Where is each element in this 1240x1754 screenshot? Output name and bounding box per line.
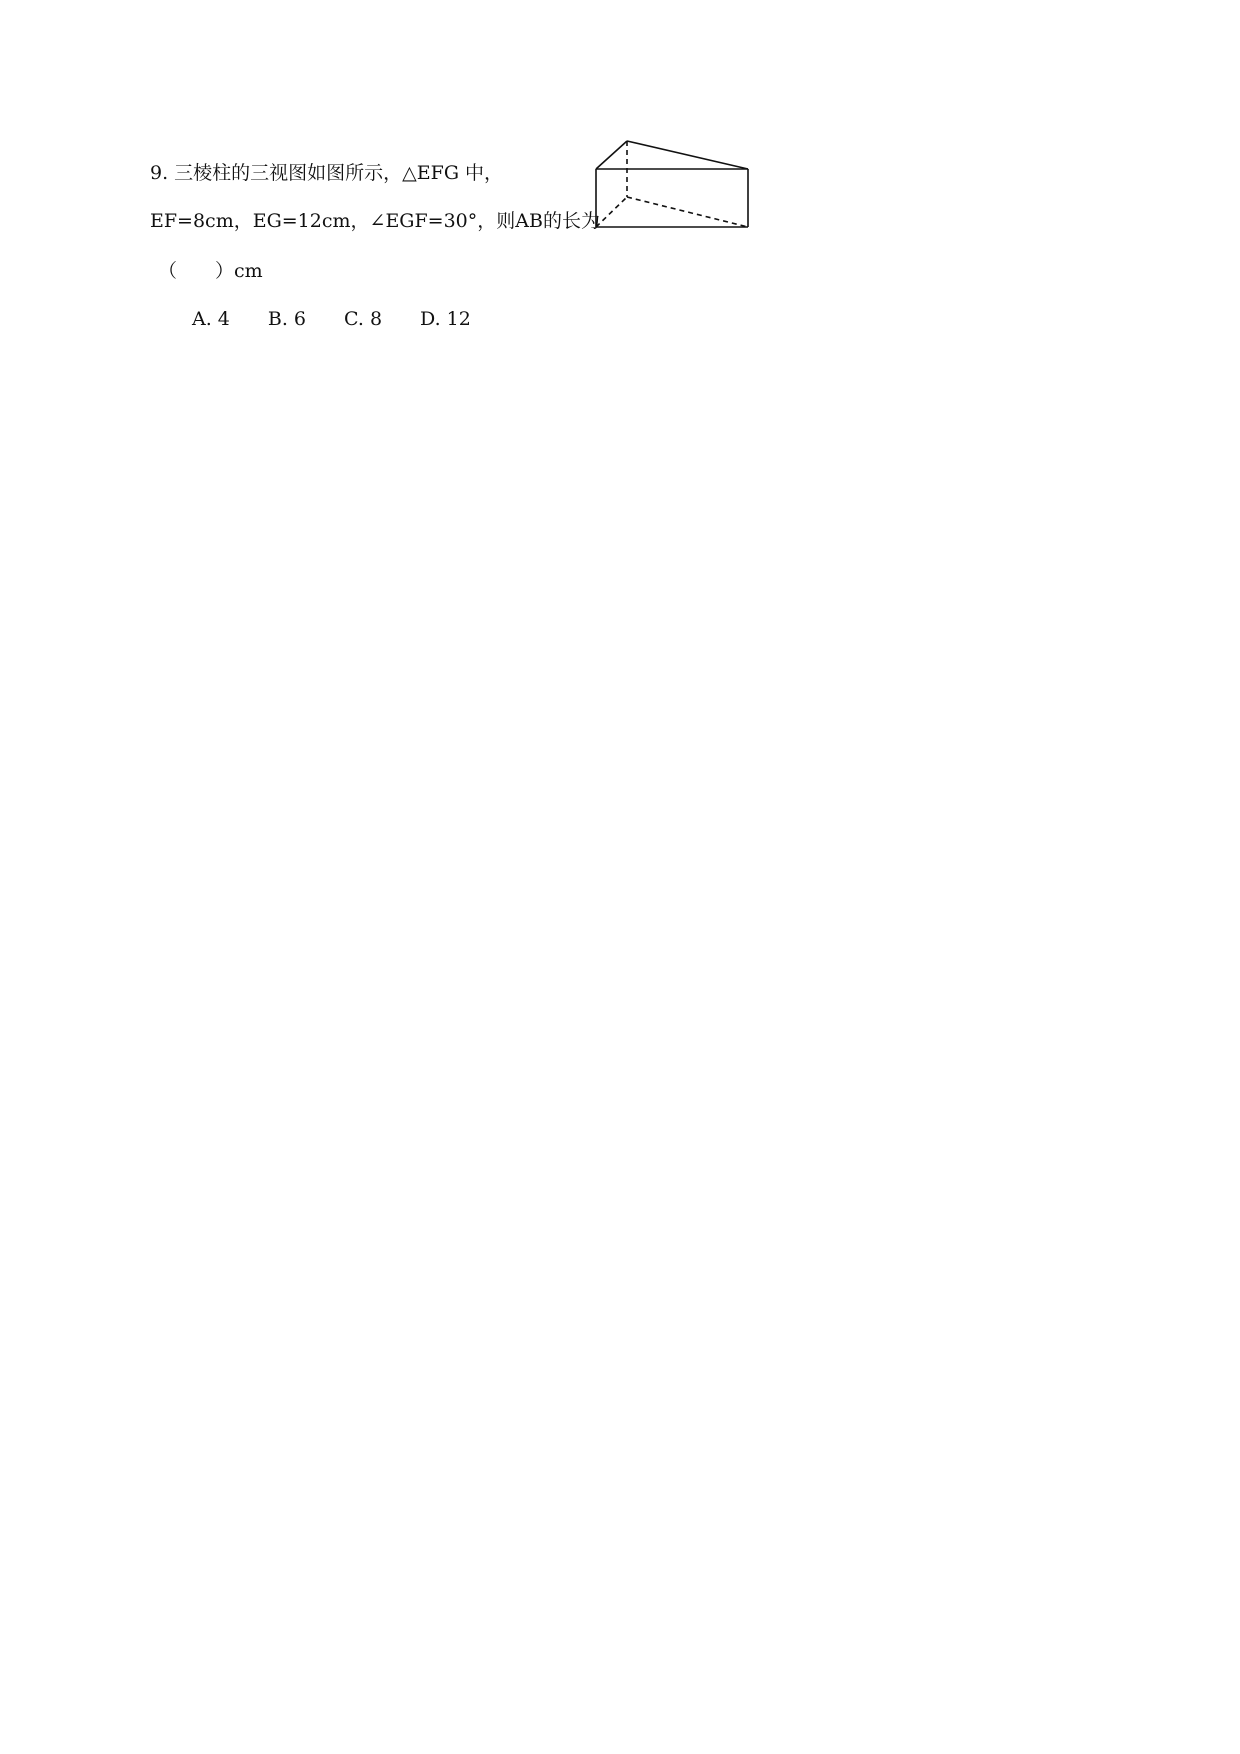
q9-figure — [590, 135, 1110, 310]
q9-line1: 9. 三棱柱的三视图如图所示，△EFG 中， — [150, 162, 504, 184]
q9-line2: EF=8cm，EG=12cm，∠EGF=30°，则AB的长为 — [150, 210, 600, 232]
q9-line3: （ ）cm — [158, 260, 263, 282]
q9-options: A. 4 B. 6 C. 8 D. 12 — [192, 308, 471, 330]
